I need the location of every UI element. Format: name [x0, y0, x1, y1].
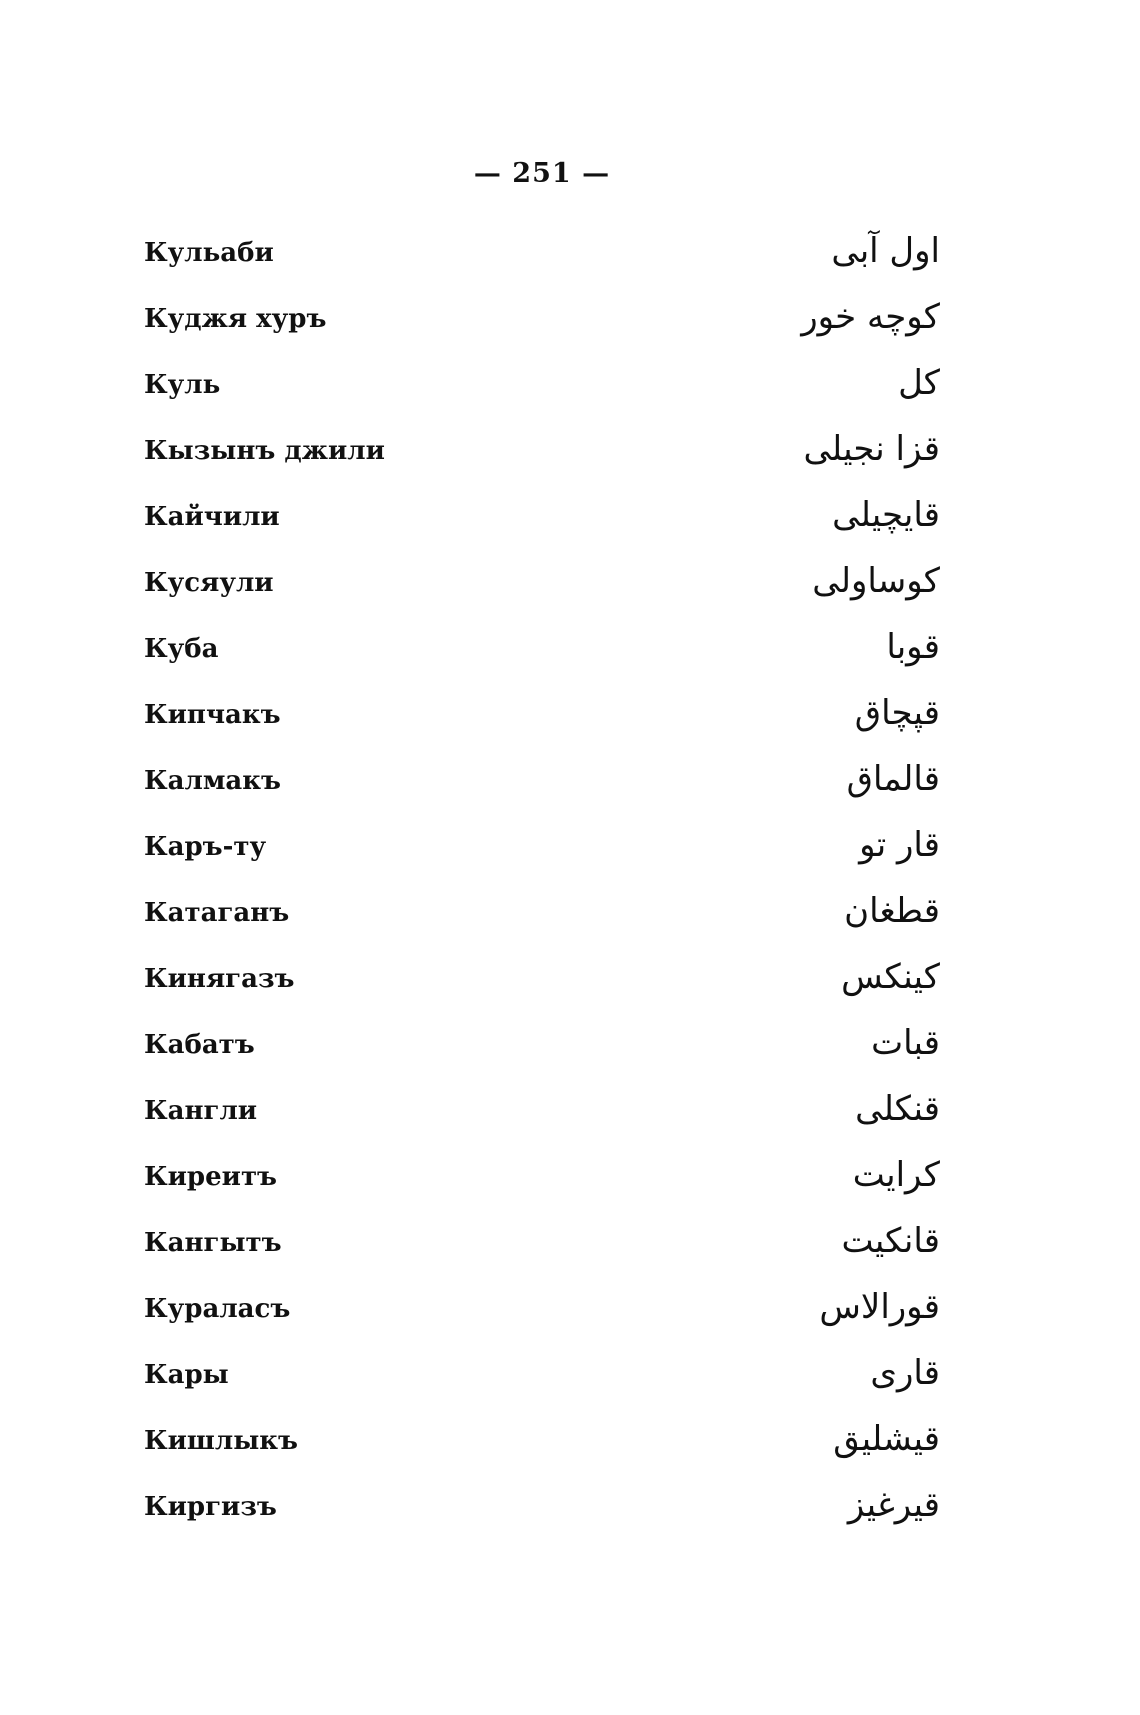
list-item [0, 686, 1140, 752]
arabic-script-term: قطغان [844, 891, 940, 931]
russian-term: Кураласъ [144, 1294, 291, 1324]
arabic-script-term: قاری [870, 1353, 940, 1393]
list-item [0, 224, 1140, 290]
russian-term: Кызынъ джили [144, 436, 385, 466]
list-item [0, 1082, 1140, 1148]
russian-term: Калмакъ [144, 766, 281, 796]
list-item [0, 422, 1140, 488]
list-item [0, 818, 1140, 884]
list-item [0, 356, 1140, 422]
arabic-script-term: کوچه خور [801, 297, 940, 337]
russian-term: Кишлыкъ [144, 1426, 298, 1456]
arabic-script-term: قپچاق [854, 693, 940, 733]
arabic-script-term: کوساولی [812, 561, 940, 601]
list-item [0, 1280, 1140, 1346]
arabic-script-term: قیرغیز [847, 1485, 940, 1525]
list-item [0, 1412, 1140, 1478]
list-item [0, 290, 1140, 356]
russian-term: Кабатъ [144, 1030, 255, 1060]
list-item [0, 620, 1140, 686]
arabic-script-term: قوبا [886, 627, 940, 667]
russian-term: Кангытъ [144, 1228, 282, 1258]
arabic-script-term: قایچیلی [832, 495, 940, 535]
russian-term: Киргизъ [144, 1492, 277, 1522]
russian-term: Кинягазъ [144, 964, 295, 994]
word-list [0, 224, 1140, 1544]
russian-term: Катаганъ [144, 898, 290, 928]
list-item [0, 752, 1140, 818]
list-item [0, 1478, 1140, 1544]
russian-term: Кипчакъ [144, 700, 281, 730]
russian-term: Кары [144, 1360, 229, 1390]
list-item [0, 554, 1140, 620]
arabic-script-term: قیشلیق [833, 1419, 940, 1459]
russian-term: Куба [144, 634, 219, 664]
russian-term: Куль [144, 370, 221, 400]
arabic-script-term: قبات [871, 1023, 940, 1063]
russian-term: Кайчили [144, 502, 280, 532]
list-item [0, 1016, 1140, 1082]
page-number: — 251 — [473, 158, 611, 189]
arabic-script-term: قنکلی [855, 1089, 940, 1129]
arabic-script-term: قانکیت [841, 1221, 940, 1261]
arabic-script-term: قار تو [859, 825, 940, 865]
list-item [0, 1346, 1140, 1412]
russian-term: Кульаби [144, 238, 274, 268]
list-item [0, 950, 1140, 1016]
list-item [0, 488, 1140, 554]
russian-term: Киреитъ [144, 1162, 277, 1192]
arabic-script-term: قالماق [846, 759, 940, 799]
arabic-script-term: اول آبی [831, 231, 940, 271]
list-item [0, 884, 1140, 950]
arabic-script-term: کل [898, 363, 940, 403]
list-item [0, 1148, 1140, 1214]
russian-term: Каръ-ту [144, 832, 267, 862]
arabic-script-term: کرایت [852, 1155, 940, 1195]
arabic-script-term: قزا نجیلی [803, 429, 940, 469]
russian-term: Кангли [144, 1096, 258, 1126]
russian-term: Кусяули [144, 568, 274, 598]
russian-term: Куджя хуръ [144, 304, 327, 334]
arabic-script-term: کینکس [841, 957, 940, 997]
list-item [0, 1214, 1140, 1280]
arabic-script-term: قورالاس [819, 1287, 940, 1327]
